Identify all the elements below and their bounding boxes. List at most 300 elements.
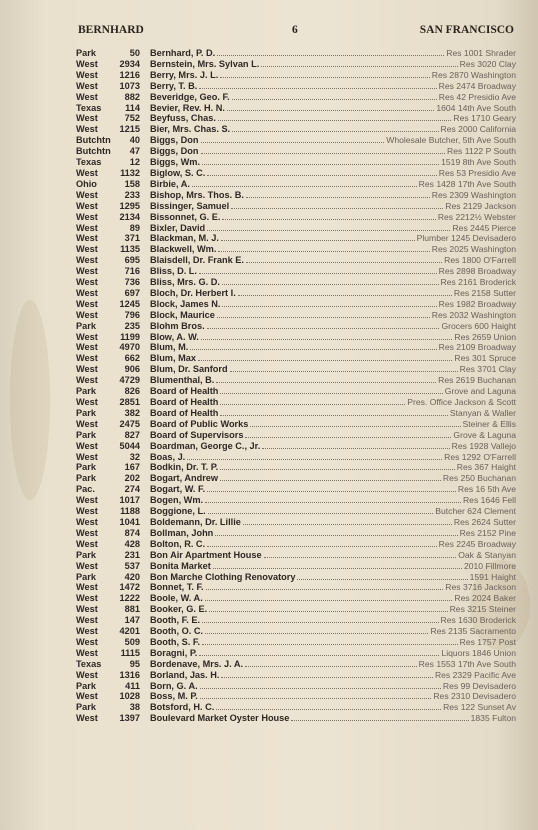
subscriber-address: Steiner & Ellis bbox=[462, 418, 516, 429]
subscriber-address: Res 250 Buchanan bbox=[442, 473, 516, 484]
subscriber-name: Bon Marche Clothing Renovatory bbox=[150, 571, 296, 582]
directory-entry bbox=[76, 561, 516, 572]
directory-entry bbox=[76, 626, 516, 637]
subscriber-name: Board of Health bbox=[150, 386, 219, 397]
phone-number: 231 bbox=[124, 549, 140, 560]
subscriber-address: Res 3215 Steiner bbox=[449, 604, 516, 615]
subscriber-name: Bishop, Mrs. Thos. B. bbox=[150, 189, 244, 200]
subscriber-address: Res 301 Spruce bbox=[454, 353, 516, 364]
phone-number: 716 bbox=[124, 266, 140, 277]
directory-entry bbox=[76, 473, 516, 484]
subscriber-name: Beveridge, Geo. F. bbox=[150, 91, 230, 102]
leader-dots bbox=[202, 622, 439, 623]
phone-number: 906 bbox=[124, 364, 140, 375]
subscriber-name: Blum, Max bbox=[150, 353, 196, 364]
leader-dots bbox=[200, 688, 441, 689]
directory-entry bbox=[76, 92, 516, 103]
subscriber-name: Bliss, D. L. bbox=[150, 266, 197, 277]
subscriber-address: Res 1553 17th Ave South bbox=[418, 658, 516, 669]
leader-dots bbox=[217, 55, 444, 56]
exchange-name: West bbox=[76, 516, 98, 527]
page-header bbox=[78, 24, 514, 38]
directory-entry bbox=[76, 113, 516, 124]
phone-number: 38 bbox=[129, 702, 140, 713]
subscriber-name: Boldemann, Dr. Lillie bbox=[150, 516, 241, 527]
subscriber-address: 1591 Haight bbox=[469, 571, 516, 582]
phone-number: 1245 bbox=[119, 298, 140, 309]
exchange-name: Butchtn bbox=[76, 146, 111, 157]
exchange-name: Ohio bbox=[76, 178, 97, 189]
header-city: SAN FRANCISCO bbox=[419, 24, 514, 36]
phone-number: 202 bbox=[124, 473, 140, 484]
subscriber-address: Wholesale Butcher, 5th Ave South bbox=[386, 135, 516, 146]
phone-number: 1041 bbox=[119, 516, 140, 527]
subscriber-address: Plumber 1245 Devisadero bbox=[416, 233, 516, 244]
directory-entry bbox=[76, 495, 516, 506]
leader-dots bbox=[222, 219, 435, 220]
directory-entry bbox=[76, 168, 516, 179]
subscriber-name: Berry, Mrs. J. L. bbox=[150, 69, 219, 80]
phone-number: 695 bbox=[124, 255, 140, 266]
subscriber-name: Biggs, Wm. bbox=[150, 157, 201, 168]
leader-dots bbox=[206, 589, 444, 590]
subscriber-address: Res 2135 Sacramento bbox=[430, 626, 516, 637]
leader-dots bbox=[246, 197, 430, 198]
subscriber-address: Res 2310 Devisadero bbox=[433, 691, 516, 702]
phone-number: 537 bbox=[124, 560, 140, 571]
subscriber-name: Blohm Bros. bbox=[150, 320, 205, 331]
directory-entry bbox=[76, 452, 516, 463]
leader-dots bbox=[205, 600, 453, 601]
subscriber-address: Stanyan & Waller bbox=[449, 407, 516, 418]
subscriber-address: Res 1710 Geary bbox=[453, 113, 516, 124]
subscriber-name: Bier, Mrs. Chas. S. bbox=[150, 124, 231, 135]
subscriber-address: Res 2245 Broadway bbox=[438, 538, 516, 549]
exchange-name: West bbox=[76, 211, 98, 222]
subscriber-address: 1519 8th Ave South bbox=[441, 157, 516, 168]
directory-entry bbox=[76, 299, 516, 310]
subscriber-address: Res 2329 Pacific Ave bbox=[434, 669, 516, 680]
exchange-name: Park bbox=[76, 702, 96, 713]
subscriber-address: Res 2158 Sutter bbox=[453, 287, 516, 298]
leader-dots bbox=[246, 262, 442, 263]
exchange-name: West bbox=[76, 200, 98, 211]
subscriber-name: Blum, Dr. Sanford bbox=[150, 364, 228, 375]
subscriber-name: Boss, M. P. bbox=[150, 691, 198, 702]
subscriber-address: Res 1292 O'Farrell bbox=[444, 451, 516, 462]
phone-number: 882 bbox=[124, 91, 140, 102]
leader-dots bbox=[222, 284, 439, 285]
exchange-name: West bbox=[76, 582, 98, 593]
subscriber-name: Boas, J. bbox=[150, 451, 186, 462]
leader-dots bbox=[205, 502, 461, 503]
subscriber-address: Res 2870 Washington bbox=[431, 69, 516, 80]
exchange-name: West bbox=[76, 244, 98, 255]
exchange-name: West bbox=[76, 713, 98, 724]
leader-dots bbox=[232, 99, 437, 100]
subscriber-address: Res 2025 Washington bbox=[431, 244, 516, 255]
leader-dots bbox=[187, 459, 442, 460]
subscriber-address: Res 2161 Broderick bbox=[440, 277, 516, 288]
subscriber-address: Res 2898 Broadway bbox=[438, 266, 516, 277]
subscriber-address: 1604 14th Ave South bbox=[436, 102, 516, 113]
phone-number: 1295 bbox=[119, 200, 140, 211]
leader-dots bbox=[220, 469, 455, 470]
exchange-name: West bbox=[76, 342, 98, 353]
leader-dots bbox=[200, 698, 432, 699]
phone-number: 428 bbox=[124, 538, 140, 549]
phone-number: 147 bbox=[124, 615, 140, 626]
subscriber-address: Res 99 Devisadero bbox=[442, 680, 516, 691]
phone-number: 1073 bbox=[119, 80, 140, 91]
leader-dots bbox=[230, 371, 458, 372]
subscriber-name: Bissonnet, G. E. bbox=[150, 211, 221, 222]
subscriber-name: Blow, A. W. bbox=[150, 331, 199, 342]
subscriber-name: Bloch, Dr. Herbert I. bbox=[150, 287, 236, 298]
subscriber-name: Block, Maurice bbox=[150, 309, 215, 320]
subscriber-address: Butcher 624 Clement bbox=[435, 506, 516, 517]
leader-dots bbox=[220, 415, 448, 416]
exchange-name: West bbox=[76, 287, 98, 298]
subscriber-address: Oak & Stanyan bbox=[458, 549, 516, 560]
exchange-name: West bbox=[76, 451, 98, 462]
subscriber-address: 2010 Fillmore bbox=[463, 560, 516, 571]
phone-number: 874 bbox=[124, 527, 140, 538]
phone-number: 5044 bbox=[119, 440, 140, 451]
subscriber-name: Blackman, M. J. bbox=[150, 233, 219, 244]
phone-number: 796 bbox=[124, 309, 140, 320]
directory-entry bbox=[76, 179, 516, 190]
phone-number: 826 bbox=[124, 386, 140, 397]
phone-number: 89 bbox=[129, 222, 140, 233]
subscriber-address: Res 2000 California bbox=[440, 124, 516, 135]
exchange-name: West bbox=[76, 495, 98, 506]
phone-number: 40 bbox=[129, 135, 140, 146]
phone-number: 233 bbox=[124, 189, 140, 200]
subscriber-address: Res 1630 Broderick bbox=[440, 615, 516, 626]
subscriber-address: Res 53 Presidio Ave bbox=[438, 167, 516, 178]
directory-listing bbox=[76, 48, 516, 724]
exchange-name: West bbox=[76, 167, 98, 178]
exchange-name: West bbox=[76, 113, 98, 124]
leader-dots bbox=[231, 208, 443, 209]
directory-entry bbox=[76, 441, 516, 452]
subscriber-address: Res 1757 Post bbox=[459, 636, 516, 647]
exchange-name: West bbox=[76, 255, 98, 266]
leader-dots bbox=[199, 655, 439, 656]
directory-entry bbox=[76, 277, 516, 288]
leader-dots bbox=[262, 448, 449, 449]
leader-dots bbox=[217, 317, 430, 318]
subscriber-name: Blackwell, Wm. bbox=[150, 244, 217, 255]
exchange-name: West bbox=[76, 593, 98, 604]
directory-entry bbox=[76, 408, 516, 419]
leader-dots bbox=[250, 426, 460, 427]
phone-number: 50 bbox=[129, 48, 140, 58]
exchange-name: West bbox=[76, 91, 98, 102]
phone-number: 2475 bbox=[119, 418, 140, 429]
exchange-name: West bbox=[76, 58, 98, 69]
directory-entry bbox=[76, 353, 516, 364]
leader-dots bbox=[202, 164, 439, 165]
leader-dots bbox=[220, 393, 442, 394]
leader-dots bbox=[192, 186, 417, 187]
leader-dots bbox=[218, 120, 452, 121]
subscriber-address: Res 2445 Pierce bbox=[452, 222, 516, 233]
exchange-name: West bbox=[76, 375, 98, 386]
directory-entry bbox=[76, 593, 516, 604]
directory-entry bbox=[76, 397, 516, 408]
phone-number: 32 bbox=[129, 451, 140, 462]
phone-number: 4201 bbox=[119, 626, 140, 637]
exchange-name: West bbox=[76, 647, 98, 658]
subscriber-name: Berry, T. B. bbox=[150, 80, 198, 91]
phone-number: 12 bbox=[129, 157, 140, 168]
paper-stain bbox=[10, 300, 50, 500]
leader-dots bbox=[201, 142, 385, 143]
subscriber-name: Booth, F. E. bbox=[150, 615, 201, 626]
phone-number: 1188 bbox=[120, 506, 140, 517]
subscriber-name: Booth, S. F. bbox=[150, 636, 201, 647]
exchange-name: West bbox=[76, 124, 98, 135]
leader-dots bbox=[208, 513, 434, 514]
directory-entry bbox=[76, 702, 516, 713]
subscriber-address: Grove & Laguna bbox=[453, 429, 516, 440]
directory-entry bbox=[76, 201, 516, 212]
phone-number: 2134 bbox=[119, 211, 140, 222]
leader-dots bbox=[227, 110, 434, 111]
phone-number: 420 bbox=[124, 571, 140, 582]
subscriber-name: Botsford, H. C. bbox=[150, 702, 215, 713]
leader-dots bbox=[209, 611, 447, 612]
subscriber-address: Res 2129 Jackson bbox=[445, 200, 516, 211]
subscriber-address: Res 3716 Jackson bbox=[445, 582, 516, 593]
directory-entry bbox=[76, 419, 516, 430]
leader-dots bbox=[238, 295, 452, 296]
phone-number: 1115 bbox=[120, 647, 140, 658]
phone-number: 1215 bbox=[119, 124, 140, 135]
leader-dots bbox=[199, 88, 436, 89]
subscriber-name: Bordenave, Mrs. J. A. bbox=[150, 658, 244, 669]
phone-number: 371 bbox=[124, 233, 140, 244]
phone-number: 4970 bbox=[119, 342, 140, 353]
leader-dots bbox=[291, 720, 468, 721]
leader-dots bbox=[221, 677, 433, 678]
directory-entry bbox=[76, 190, 516, 201]
phone-number: 1135 bbox=[120, 244, 140, 255]
phone-number: 697 bbox=[124, 287, 140, 298]
directory-entry bbox=[76, 212, 516, 223]
directory-entry bbox=[76, 550, 516, 561]
leader-dots bbox=[218, 251, 429, 252]
directory-entry bbox=[76, 244, 516, 255]
directory-entry bbox=[76, 310, 516, 321]
subscriber-name: Blum, M. bbox=[150, 342, 189, 353]
exchange-name: Texas bbox=[76, 658, 102, 669]
exchange-name: West bbox=[76, 506, 98, 517]
exchange-name: West bbox=[76, 538, 98, 549]
subscriber-name: Blaisdell, Dr. Frank E. bbox=[150, 255, 244, 266]
subscriber-name: Boardman, George C., Jr. bbox=[150, 440, 261, 451]
directory-entry bbox=[76, 288, 516, 299]
exchange-name: West bbox=[76, 440, 98, 451]
leader-dots bbox=[198, 360, 452, 361]
phone-number: 2934 bbox=[119, 58, 140, 69]
subscriber-name: Birbie, A. bbox=[150, 178, 190, 189]
exchange-name: Park bbox=[76, 48, 96, 58]
exchange-name: West bbox=[76, 364, 98, 375]
phone-number: 382 bbox=[124, 407, 140, 418]
directory-entry bbox=[76, 157, 516, 168]
subscriber-name: Bogen, Wm. bbox=[150, 495, 204, 506]
exchange-name: West bbox=[76, 626, 98, 637]
subscriber-name: Boulevard Market Oyster House bbox=[150, 713, 290, 724]
leader-dots bbox=[215, 535, 457, 536]
header-running-name: BERNHARD bbox=[78, 24, 144, 36]
exchange-name: Park bbox=[76, 473, 96, 484]
subscriber-name: Block, James N. bbox=[150, 298, 221, 309]
leader-dots bbox=[216, 382, 436, 383]
leader-dots bbox=[213, 568, 462, 569]
directory-entry bbox=[76, 462, 516, 473]
subscriber-address: Res 2659 Union bbox=[454, 331, 516, 342]
directory-entry bbox=[76, 342, 516, 353]
directory-entry bbox=[76, 70, 516, 81]
leader-dots bbox=[297, 579, 467, 580]
phone-number: 167 bbox=[124, 462, 140, 473]
phone-number: 736 bbox=[124, 277, 140, 288]
phone-number: 1017 bbox=[119, 495, 140, 506]
subscriber-address: Res 2309 Washington bbox=[431, 189, 516, 200]
leader-dots bbox=[201, 153, 446, 154]
phone-number: 235 bbox=[124, 320, 140, 331]
exchange-name: West bbox=[76, 418, 98, 429]
directory-entry bbox=[76, 604, 516, 615]
subscriber-name: Bolton, R. C. bbox=[150, 538, 206, 549]
directory-entry bbox=[76, 124, 516, 135]
phone-number: 881 bbox=[124, 604, 140, 615]
phone-number: 662 bbox=[124, 353, 140, 364]
subscriber-address: Res 1982 Broadway bbox=[438, 298, 516, 309]
leader-dots bbox=[207, 328, 440, 329]
directory-entry bbox=[76, 233, 516, 244]
subscriber-address: Grove and Laguna bbox=[444, 386, 516, 397]
subscriber-address: Res 1001 Shrader bbox=[446, 48, 516, 58]
leader-dots bbox=[220, 404, 405, 405]
exchange-name: Park bbox=[76, 320, 96, 331]
exchange-name: West bbox=[76, 233, 98, 244]
subscriber-name: Board of Public Works bbox=[150, 418, 249, 429]
phone-number: 509 bbox=[124, 636, 140, 647]
directory-entry bbox=[76, 648, 516, 659]
directory-entry bbox=[76, 637, 516, 648]
directory-entry bbox=[76, 386, 516, 397]
directory-entry bbox=[76, 615, 516, 626]
subscriber-address: Res 2024 Baker bbox=[454, 593, 516, 604]
directory-entry bbox=[76, 321, 516, 332]
subscriber-name: Bonnet, T. F. bbox=[150, 582, 204, 593]
directory-entry bbox=[76, 48, 516, 59]
subscriber-address: Res 42 Presidio Ave bbox=[438, 91, 516, 102]
subscriber-name: Biglow, S. C. bbox=[150, 167, 206, 178]
directory-entry bbox=[76, 670, 516, 681]
subscriber-address: Res 2212½ Webster bbox=[437, 211, 516, 222]
subscriber-name: Bon Air Apartment House bbox=[150, 549, 262, 560]
exchange-name: West bbox=[76, 397, 98, 407]
exchange-name: West bbox=[76, 331, 98, 342]
exchange-name: Park bbox=[76, 407, 96, 418]
subscriber-address: Res 1122 P South bbox=[447, 146, 516, 157]
phone-number: 114 bbox=[125, 102, 140, 113]
subscriber-address: 1835 Fulton bbox=[470, 713, 516, 724]
exchange-name: Texas bbox=[76, 102, 102, 113]
phone-number: 4729 bbox=[119, 375, 140, 386]
exchange-name: Park bbox=[76, 571, 96, 582]
directory-entry bbox=[76, 103, 516, 114]
leader-dots bbox=[221, 240, 415, 241]
subscriber-address: Res 1428 17th Ave South bbox=[418, 178, 516, 189]
phone-number: 1316 bbox=[119, 669, 140, 680]
leader-dots bbox=[245, 437, 451, 438]
directory-entry bbox=[76, 713, 516, 724]
exchange-name: Park bbox=[76, 549, 96, 560]
phone-number: 1222 bbox=[119, 593, 140, 604]
subscriber-name: Beyfuss, Chas. bbox=[150, 113, 216, 124]
leader-dots bbox=[245, 666, 417, 667]
phone-number: 1199 bbox=[120, 331, 140, 342]
subscriber-name: Boggione, L. bbox=[150, 506, 206, 517]
phone-number: 47 bbox=[129, 146, 140, 157]
exchange-name: Park bbox=[76, 429, 96, 440]
directory-entry bbox=[76, 332, 516, 343]
subscriber-name: Blumenthal, B. bbox=[150, 375, 215, 386]
leader-dots bbox=[199, 273, 437, 274]
exchange-name: West bbox=[76, 222, 98, 233]
subscriber-name: Bliss, Mrs. G. D. bbox=[150, 277, 220, 288]
exchange-name: West bbox=[76, 527, 98, 538]
exchange-name: West bbox=[76, 309, 98, 320]
phone-number: 752 bbox=[124, 113, 140, 124]
subscriber-address: Res 1928 Vallejo bbox=[451, 440, 516, 451]
leader-dots bbox=[202, 644, 458, 645]
phone-number: 827 bbox=[124, 429, 140, 440]
directory-entry bbox=[76, 81, 516, 92]
subscriber-name: Board of Health bbox=[150, 407, 219, 418]
subscriber-name: Boragni, P. bbox=[150, 647, 198, 658]
directory-entry bbox=[76, 539, 516, 550]
subscriber-name: Bevier, Rev. H. N. bbox=[150, 102, 225, 113]
exchange-name: West bbox=[76, 669, 98, 680]
directory-entry bbox=[76, 255, 516, 266]
subscriber-name: Bissinger, Samuel bbox=[150, 200, 230, 211]
exchange-name: West bbox=[76, 277, 98, 288]
exchange-name: West bbox=[76, 691, 98, 702]
subscriber-address: Res 2152 Pine bbox=[459, 527, 516, 538]
page-number: 6 bbox=[292, 24, 298, 36]
leader-dots bbox=[243, 524, 452, 525]
exchange-name: West bbox=[76, 298, 98, 309]
phone-number: 1472 bbox=[119, 582, 140, 593]
phone-number: 158 bbox=[124, 178, 140, 189]
subscriber-address: Res 2032 Washington bbox=[431, 309, 516, 320]
subscriber-address: Res 2619 Buchanan bbox=[438, 375, 516, 386]
subscriber-address: Res 1800 O'Farrell bbox=[444, 255, 516, 266]
leader-dots bbox=[201, 339, 453, 340]
exchange-name: Park bbox=[76, 680, 96, 691]
subscriber-name: Booker, G. E. bbox=[150, 604, 208, 615]
subscriber-address: Res 2624 Sutter bbox=[453, 516, 516, 527]
directory-entry bbox=[76, 59, 516, 70]
